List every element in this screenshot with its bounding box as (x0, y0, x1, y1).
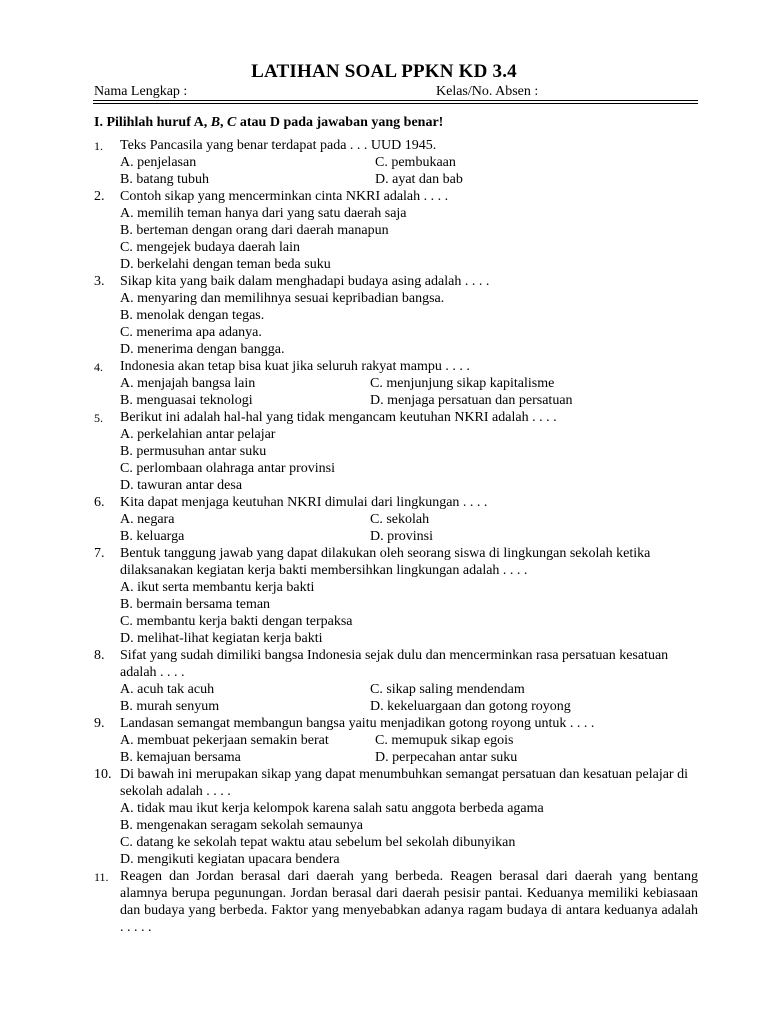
question-stem (94, 545, 698, 579)
answer-option: D. menerima dengan bangga. (120, 342, 285, 357)
answer-option: B. menguasai teknologi (120, 393, 253, 408)
class-label: Kelas/No. Absen : (436, 84, 539, 99)
question-9 (94, 715, 698, 766)
question-number: 1. (94, 139, 103, 153)
answer-option: A. menjajah bangsa lain (120, 376, 256, 391)
question-number: 5. (94, 411, 103, 425)
question-2 (94, 188, 698, 273)
answer-option: B. berteman dengan orang dari daerah manapun (120, 223, 389, 238)
answer-option: A. penjelasan (120, 155, 197, 170)
answer-option: A. perkelahian antar pelajar (120, 427, 276, 442)
answer-option: D. melihat-lihat kegiatan kerja bakti (120, 631, 323, 646)
question-number: 8. (94, 648, 105, 663)
question-text: Reagen dan Jordan berasal dari daerah yang berbeda. Reagen berasal dari daerah yang bentang alamnya berupa pegunungan. Jordan berasal dari daerah pesisir pantai. Keduanya memiliki kebiasaan dan budaya yang berbeda. Faktor yang menyebabkan adanya ragam budaya di antara keduanya adalah . . . . . (120, 869, 698, 935)
question-number: 3. (94, 274, 105, 289)
answer-option: B. batang tubuh (120, 172, 210, 187)
question-text: Contoh sikap yang mencerminkan cinta NKRI adalah . . . . (120, 189, 449, 204)
question-11 (94, 868, 698, 936)
question-stem (94, 868, 698, 936)
question-stem (94, 409, 698, 426)
answer-option: A. membuat pekerjaan semakin berat (120, 733, 329, 748)
answer-option: C. menerima apa adanya. (120, 325, 262, 340)
answer-option: A. tidak mau ikut kerja kelompok karena salah satu anggota berbeda agama (120, 801, 544, 816)
question-stem (94, 647, 698, 681)
answer-options (94, 800, 698, 868)
answer-option: A. acuh tak acuh (120, 682, 215, 697)
answer-option: A. menyaring dan memilihnya sesuai kepribadian bangsa. (120, 291, 445, 306)
question-stem (94, 137, 698, 154)
question-number: 4. (94, 360, 103, 374)
answer-option: B. mengenakan seragam sekolah semaunya (120, 818, 363, 833)
question-text: Kita dapat menjaga keutuhan NKRI dimulai dari lingkungan . . . . (120, 495, 488, 510)
question-stem (94, 358, 698, 375)
question-text: Di bawah ini merupakan sikap yang dapat menumbuhkan semangat persatuan dan kesatuan pelajar di sekolah adalah . . . . (120, 767, 688, 799)
question-list (94, 137, 698, 936)
answer-options (94, 290, 698, 358)
answer-options (94, 732, 698, 766)
question-4 (94, 358, 698, 409)
header-rule-top (93, 100, 698, 101)
question-text: Bentuk tanggung jawab yang dapat dilakukan oleh seorang siswa di lingkungan sekolah ketika dilaksanakan kegiatan kerja bakti membersihkan lingkungan adalah . . . . (120, 546, 651, 578)
question-5 (94, 409, 698, 494)
answer-options (94, 681, 698, 715)
question-text: Teks Pancasila yang benar terdapat pada . . . UUD 1945. (120, 138, 437, 153)
question-number: 10. (94, 767, 112, 782)
answer-option: D. ayat dan bab (375, 172, 463, 187)
question-stem (94, 188, 698, 205)
answer-option: D. kekeluargaan dan gotong royong (370, 699, 571, 714)
instruction-c: C (227, 115, 237, 130)
question-number: 9. (94, 716, 105, 731)
instruction-comma: , (220, 115, 228, 130)
answer-options (94, 375, 698, 409)
question-number: 2. (94, 189, 105, 204)
answer-option: D. menjaga persatuan dan persatuan (370, 393, 573, 408)
answer-option: D. provinsi (370, 529, 433, 544)
answer-option: C. perlombaan olahraga antar provinsi (120, 461, 335, 476)
question-6 (94, 494, 698, 545)
question-stem (94, 766, 698, 800)
answer-option: D. berkelahi dengan teman beda suku (120, 257, 331, 272)
question-text: Landasan semangat membangun bangsa yaitu menjadikan gotong royong untuk . . . . (120, 716, 595, 731)
question-number: 7. (94, 546, 105, 561)
question-stem (94, 494, 698, 511)
question-10 (94, 766, 698, 868)
answer-option: A. memilih teman hanya dari yang satu daerah saja (120, 206, 407, 221)
answer-options (94, 205, 698, 273)
instruction-suffix: atau D pada jawaban yang benar! (236, 115, 444, 130)
answer-option: C. sikap saling mendendam (370, 682, 525, 697)
question-8 (94, 647, 698, 715)
answer-option: D. perpecahan antar suku (375, 750, 518, 765)
answer-option: B. murah senyum (120, 699, 220, 714)
answer-option: B. permusuhan antar suku (120, 444, 267, 459)
question-1 (94, 137, 698, 188)
instruction-b: B (210, 115, 221, 130)
answer-options (94, 154, 698, 188)
section-instruction (94, 114, 443, 132)
answer-option: B. keluarga (120, 529, 185, 544)
answer-options (94, 511, 698, 545)
question-stem (94, 715, 698, 732)
page-title: LATIHAN SOAL PPKN KD 3.4 (251, 61, 517, 82)
answer-options (94, 426, 698, 494)
answer-option: C. mengejek budaya daerah lain (120, 240, 300, 255)
question-number: 11. (94, 870, 109, 884)
answer-option: B. kemajuan bersama (120, 750, 241, 765)
question-7 (94, 545, 698, 647)
question-text: Indonesia akan tetap bisa kuat jika seluruh rakyat mampu . . . . (120, 359, 470, 374)
answer-option: D. tawuran antar desa (120, 478, 243, 493)
answer-option: C. datang ke sekolah tepat waktu atau sebelum bel sekolah dibunyikan (120, 835, 516, 850)
name-label: Nama Lengkap : (94, 84, 188, 99)
student-id-line (94, 83, 698, 101)
question-3 (94, 273, 698, 358)
question-number: 6. (94, 495, 105, 510)
answer-option: C. pembukaan (375, 155, 456, 170)
header-rule-bottom (93, 103, 698, 104)
instruction-prefix: I. Pilihlah huruf A, (94, 115, 211, 130)
question-text: Sikap kita yang baik dalam menghadapi budaya asing adalah . . . . (120, 274, 490, 289)
question-stem (94, 273, 698, 290)
answer-option: C. membantu kerja bakti dengan terpaksa (120, 614, 353, 629)
answer-option: C. memupuk sikap egois (375, 733, 514, 748)
answer-option: A. ikut serta membantu kerja bakti (120, 580, 315, 595)
answer-option: C. menjunjung sikap kapitalisme (370, 376, 555, 391)
answer-options (94, 579, 698, 647)
answer-option: B. menolak dengan tegas. (120, 308, 265, 323)
question-text: Berikut ini adalah hal-hal yang tidak mengancam keutuhan NKRI adalah . . . . (120, 410, 557, 425)
answer-option: A. negara (120, 512, 175, 527)
question-text: Sifat yang sudah dimiliki bangsa Indonesia sejak dulu dan mencerminkan rasa persatuan kesatuan adalah . . . . (120, 648, 669, 680)
answer-option: D. mengikuti kegiatan upacara bendera (120, 852, 340, 867)
answer-option: B. bermain bersama teman (120, 597, 271, 612)
answer-option: C. sekolah (370, 512, 430, 527)
